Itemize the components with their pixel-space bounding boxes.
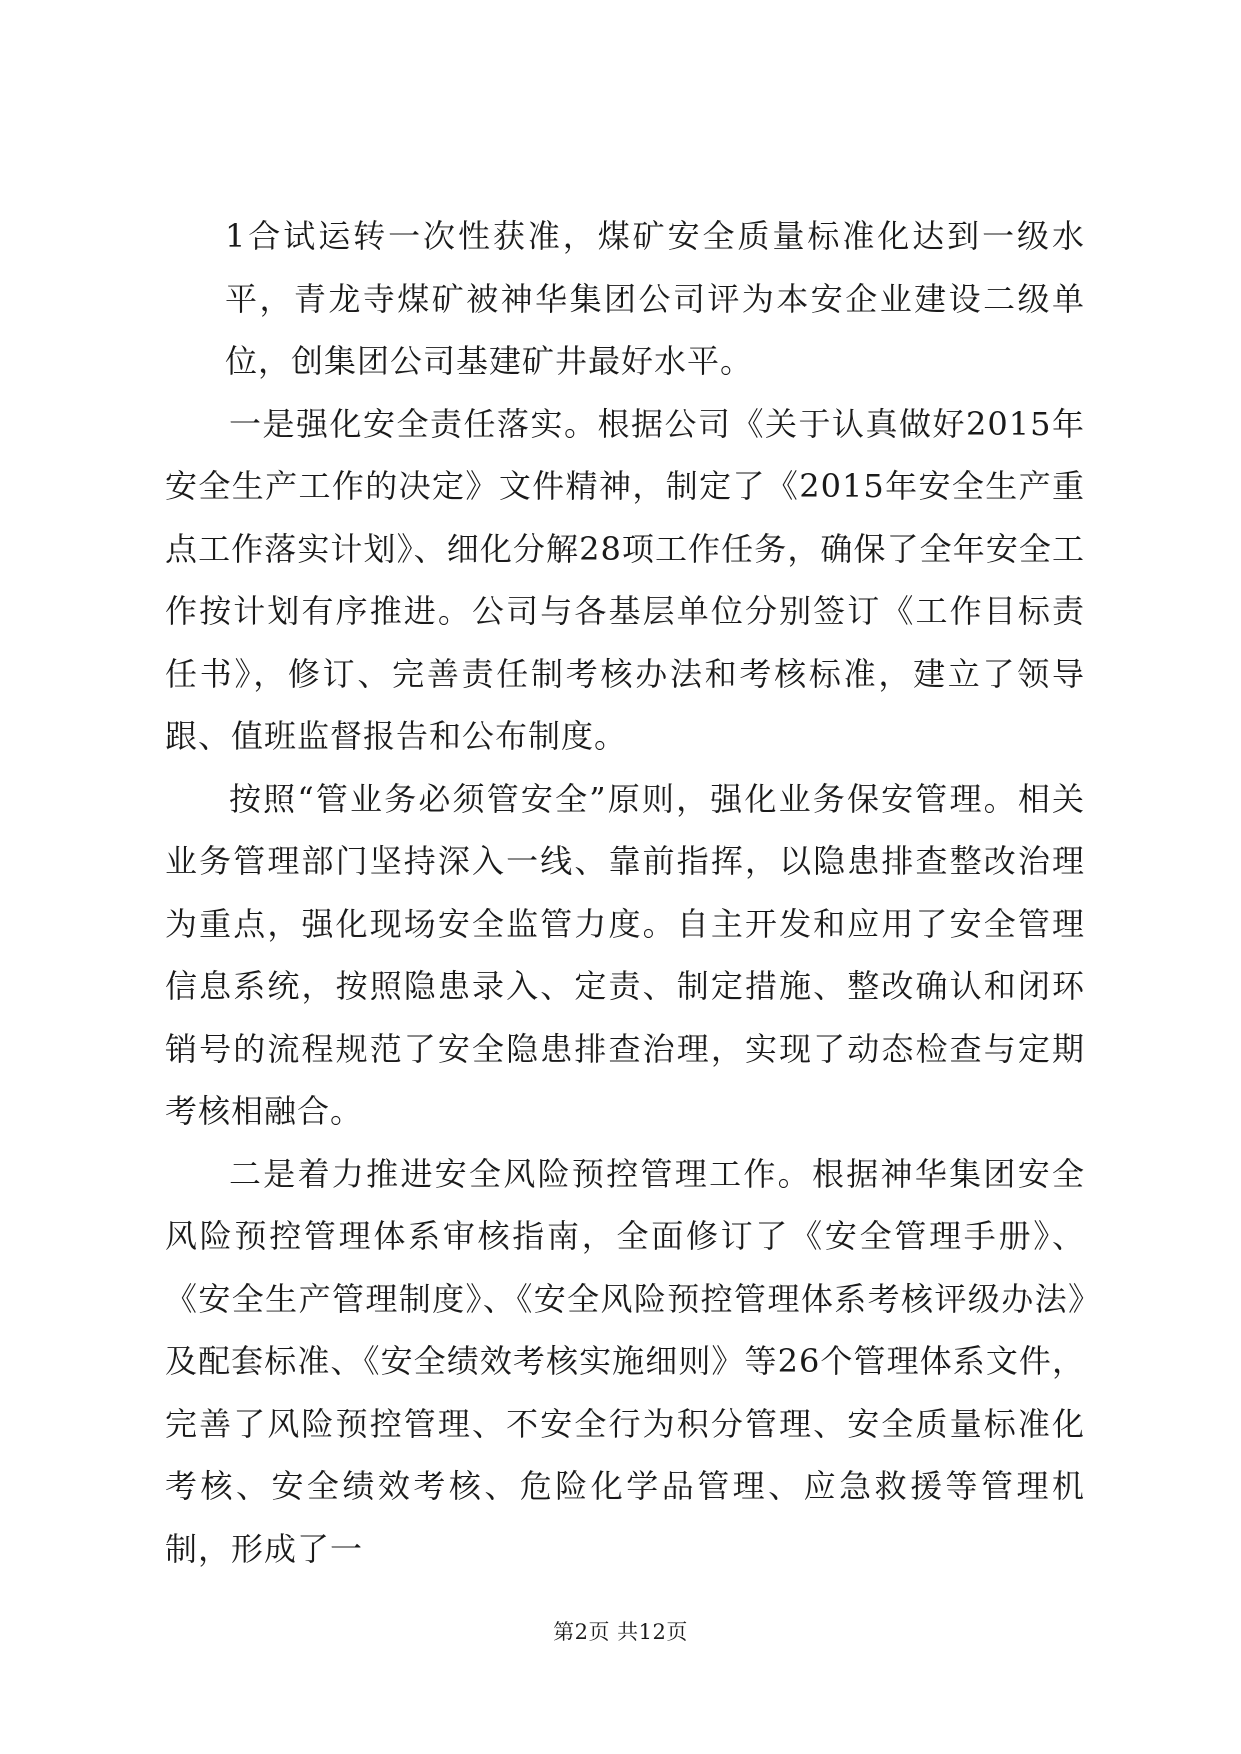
body-text	[165, 205, 1085, 1580]
paragraph-safety-responsibility: 一是强化安全责任落实。根据公司《关于认真做好2015年安全生产工作的决定》文件精神，制定了《2015年安全生产重点工作落实计划》、细化分解28项工作任务，确保了全年安全工作按计划有序推进。公司与各基层单位分别签订《工作目标责任书》，修订、完善责任制考核办法和考核标准，建立了领导跟、值班监督报告和公布制度。	[165, 404, 1085, 755]
paragraph-business-safety: 按照“管业务必须管安全”原则，强化业务保安管理。相关业务管理部门坚持深入一线、靠前指挥，以隐患排查整改治理为重点，强化现场安全监管力度。自主开发和应用了安全管理信息系统，按照隐患录入、定责、制定措施、整改确认和闭环销号的流程规范了安全隐患排查治理，实现了动态检查与定期考核相融合。	[165, 779, 1085, 1130]
page-footer: 第2页 共12页	[553, 1620, 688, 1644]
paragraph-continuation: 1合试运转一次性获准，煤矿安全质量标准化达到一级水平，青龙寺煤矿被神华集团公司评为本安企业建设二级单位，创集团公司基建矿井最好水平。	[225, 217, 1085, 380]
paragraph-risk-control: 二是着力推进安全风险预控管理工作。根据神华集团安全风险预控管理体系审核指南，全面修订了《安全管理手册》、《安全生产管理制度》、《安全风险预控管理体系考核评级办法》及配套标准、《安全绩效考核实施细则》等26个管理体系文件，完善了风险预控管理、不安全行为积分管理、安全质量标准化考核、安全绩效考核、危险化学品管理、应急救援等管理机制，形成了一	[165, 1154, 1085, 1568]
